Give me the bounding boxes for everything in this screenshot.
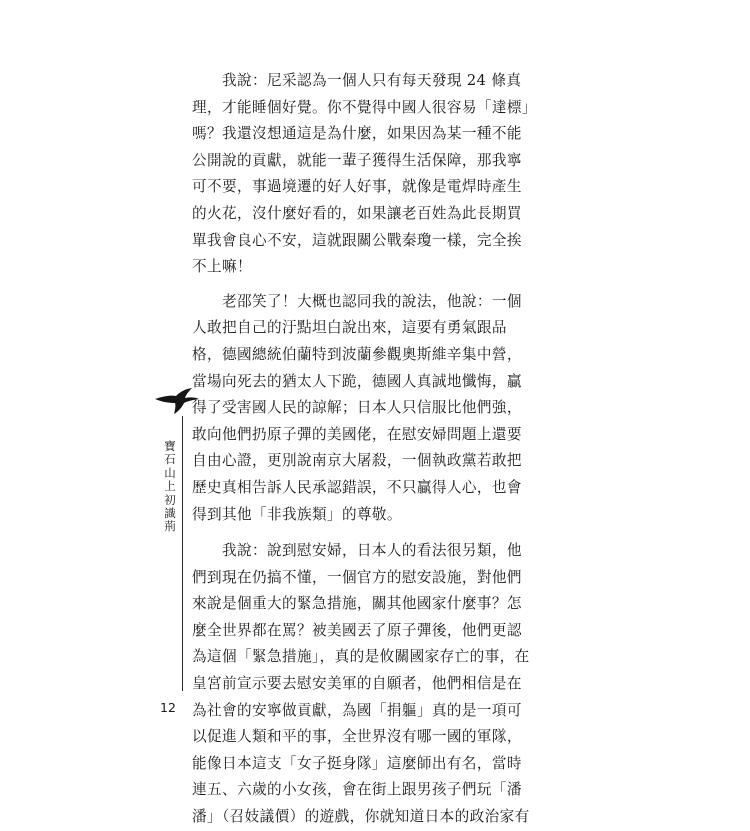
page-number: 12 (160, 700, 176, 715)
bird-icon (154, 384, 200, 416)
text-line: 敢向他們扔原子彈的美國佬，在慰安婦問題上還要 (192, 425, 522, 443)
text-line: 不上嘛！ (192, 258, 252, 276)
text-line: 潘」（召妓議價）的遊戲，你就知道日本的政治家有 (192, 808, 530, 826)
paragraph-2 (192, 289, 552, 528)
text-line: 以促進人類和平的事，全世界沒有哪一國的軍隊， (192, 728, 522, 746)
text-line: 公開說的貢獻，就能一輩子獲得生活保障，那我寧 (192, 151, 522, 169)
text-line: 皇宮前宣示要去慰安美軍的自願者，他們相信是在 (192, 675, 522, 693)
text-line: 來說是個重大的緊急措施，關其他國家什麼事？怎 (192, 595, 522, 613)
text-line: 理，才能睡個好覺。你不覺得中國人很容易「達標」 (192, 98, 537, 116)
text-line: 老邵笑了！大概也認同我的說法，他說：一個 (192, 292, 522, 310)
text-line: 得了受害國人民的諒解；日本人只信服比他們強， (192, 399, 522, 417)
paragraph-gap (192, 528, 552, 538)
text-line: 為這個「緊急措施」，真的是攸關國家存亡的事，在 (192, 648, 530, 666)
text-line: 可不要，事過境遷的好人好事，就像是電焊時產生 (192, 178, 522, 196)
paragraph-gap (192, 281, 552, 289)
text-line: 人敢把自己的汙點坦白說出來，這要有勇氣跟品 (192, 319, 507, 337)
text-line: 得到其他「非我族類」的尊敬。 (192, 505, 402, 523)
text-line: 我說：尼采認為一個人只有每天發現 24 條真 (192, 72, 522, 89)
text-line: 我說：說到慰安婦，日本人的看法很另類，他 (192, 542, 522, 560)
text-line: 們到現在仍搞不懂，一個官方的慰安設施，對他們 (192, 568, 522, 586)
paragraph-3 (192, 538, 552, 831)
text-line: 歷史真相告訴人民承認錯誤，不只贏得人心，也會 (192, 478, 522, 496)
text-line: 單我會良心不安，這就跟關公戰秦瓊一樣，完全挨 (192, 231, 522, 249)
text-line: 自由心證，更別說南京大屠殺，一個執政黨若敢把 (192, 452, 522, 470)
text-line: 當場向死去的猶太人下跪，德國人真誠地懺悔，贏 (192, 372, 522, 390)
text-line: 連五、六歲的小女孩，會在街上跟男孩子們玩「潘 (192, 781, 522, 799)
text-line: 嗎？我還沒想通這是為什麼，如果因為某一種不能 (192, 125, 522, 143)
text-line: 的火花，沒什麼好看的，如果讓老百姓為此長期買 (192, 204, 522, 222)
text-line: 能像日本這支「女子挺身隊」這麼師出有名，當時 (192, 754, 522, 772)
text-line: 麼全世界都在罵？被美國丟了原子彈後，他們更認 (192, 621, 522, 639)
book-title: 寶石山上初識荊 (164, 439, 176, 534)
paragraph-1 (192, 68, 552, 281)
body-text (192, 68, 552, 831)
vertical-divider (182, 416, 183, 691)
text-line: 為社會的安寧做貢獻，為國「捐軀」真的是一項可 (192, 701, 522, 719)
text-line: 格，德國總統伯蘭特到波蘭參觀奧斯維辛集中營， (192, 345, 522, 363)
